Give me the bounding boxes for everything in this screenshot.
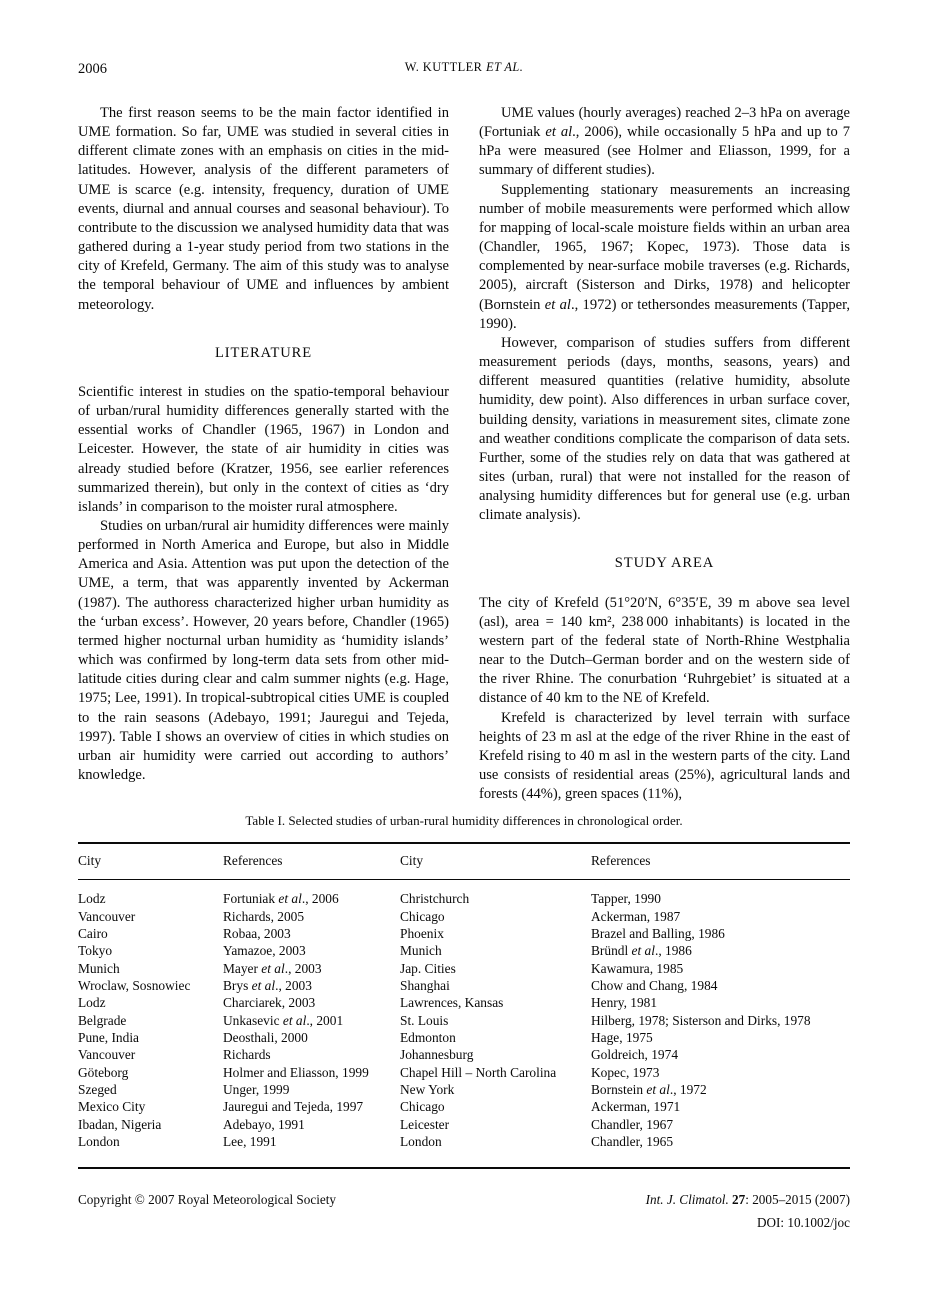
table-cell: Chicago [400,1099,445,1115]
table-cell: Kopec, 1973 [591,1064,660,1080]
table-cell: Brys et al., 2003 [223,978,312,994]
page-footer [78,1192,850,1231]
table-cell: London [400,1134,442,1150]
paragraph: Krefeld is characterized by level terrain with surface heights of 23 m asl at the edge of the river Rhine in the east of Krefeld rising to 40 m asl in the western parts of the city. Land use consists of residential areas (25%), agricultural lands and forests (44%), green spaces (11%), [479,709,850,803]
table-cell: Deosthali, 2000 [223,1030,308,1046]
table-body [78,880,850,1167]
right-column [479,104,850,804]
table-cell: Munich [78,960,120,976]
table-cell: Ibadan, Nigeria [78,1116,162,1132]
journal-reference: Int. J. Climatol. 27: 2005–2015 (2007) [645,1192,850,1208]
table-cell: Lee, 1991 [223,1134,277,1150]
table-cell: Robaa, 2003 [223,926,291,941]
table-cell: Chapel Hill – North Carolina [400,1064,557,1080]
table-cell: Lodz [78,995,106,1011]
table-cell: Edmonton [400,1030,456,1046]
table-cell: Christchurch [400,891,470,907]
table-cell: Jap. Cities [400,960,456,976]
table-cell: Göteborg [78,1064,129,1080]
table-cell: Wroclaw, Sosnowiec [78,978,191,994]
table-cell: Yamazoe, 2003 [223,943,306,959]
table-cell: Johannesburg [400,1047,474,1063]
table-cell: Bründl et al., 1986 [591,943,692,959]
table-bottom-rule [78,1167,850,1169]
table-cell: Hilberg, 1978; Sisterson and Dirks, 1978 [591,1012,811,1028]
copyright-notice: Copyright © 2007 Royal Meteorological Society [78,1192,336,1208]
page-header [78,60,850,79]
section-heading: LITERATURE [214,344,313,361]
paragraph: Supplementing stationary measurements an increasing number of mobile measurements were performed which allow for mapping of local-scale moisture fields within an urban area (Chandler, 1965, 1967; Kopec, 1973). Those data is complemented by near-surface mobile traverses (e.g. Richards, 2005), aircraft (Sisterson and Dirks, 1978) and helicopter (Bornstein et al., 1972) or tethersondes measurements (Tapper, 1990). [479,181,850,332]
table-cell: Mexico City [78,1099,146,1115]
table-cell: Tokyo [78,943,113,959]
table-cell: Unger, 1999 [223,1082,290,1098]
table-cell: Kawamura, 1985 [591,960,684,976]
table-cell: Cairo [78,926,108,941]
paragraph: However, comparison of studies suffers from different measurement periods (days, months, seasons, years) and different measured quantities (relative humidity, absolute humidity, dew point). Also differences in urban surface cover, building density, variations in measurement sites, climate zone and weather conditions complicate the comparison of data sets. Further, some of the studies rely on data that was gathered at sites (urban, rural) that were not installed for the reason of analysing humidity differences but for general use (e.g. urban climate analysis). [479,334,850,524]
left-column [78,104,449,804]
table-cell: Holmer and Eliasson, 1999 [223,1064,369,1080]
journal-page [78,0,850,1231]
table-cell: Vancouver [78,908,136,924]
table-cell: Leicester [400,1116,450,1132]
table-cell: New York [400,1082,455,1098]
table-cell: Henry, 1981 [591,995,658,1011]
table-header-cell: References [591,853,651,869]
table-cell: Ackerman, 1971 [591,1099,681,1115]
table-cell: Goldreich, 1974 [591,1047,679,1063]
table-cell: Lawrences, Kansas [400,995,504,1011]
table-cell: Richards [223,1047,271,1063]
table-cell: Tapper, 1990 [591,891,661,907]
table-cell: Mayer et al., 2003 [223,960,322,976]
paragraph: The first reason seems to be the main factor identified in UME formation. So far, UME was studied in several cities in different climate zones with an emphasis on cities in the mid-latitudes. However, analysis of the different parameters of UME is scarce (e.g. intensity, frequency, duration of UME events, diurnal and annual courses and seasonal behaviour). To contribute to the discussion we analysed humidity data that was gathered during a 1-year study period from two stations in the city of Krefeld, Germany. The aim of this study was to analyse the temporal behaviour of UME and influences by ambient meteorology. [78,105,449,313]
table-cell: Chow and Chang, 1984 [591,978,718,994]
table-cell: St. Louis [400,1012,449,1028]
table-cell: Charciarek, 2003 [223,995,316,1011]
table-cell: Munich [400,943,442,959]
table-cell: Jauregui and Tejeda, 1997 [223,1099,364,1115]
table-cell: Lodz [78,891,106,907]
table-cell: Shanghai [400,978,450,994]
journal-reference-block [646,1192,850,1231]
table-cell: Fortuniak et al., 2006 [223,891,339,907]
table-cell: Szeged [78,1082,117,1098]
table-cell: Brazel and Balling, 1986 [591,926,725,941]
table-cell: Richards, 2005 [223,908,305,924]
table-cell: Chicago [400,908,445,924]
doi-line: DOI: 10.1002/joc [756,1215,850,1231]
table-cell: Chandler, 1965 [591,1134,674,1150]
table-header-cell: City [400,853,424,869]
table-cell: Hage, 1975 [591,1030,653,1046]
table-header-cell: City [78,853,102,869]
two-column-body [78,104,850,804]
table-caption: Table I. Selected studies of urban-rural humidity differences in chronological order. [245,813,683,829]
table-cell: Phoenix [400,926,444,941]
paragraph: Scientific interest in studies on the spatio-temporal behaviour of urban/rural humidity differences generally started with the essential works of Chandler (1965, 1967) in London and Leicester. However, the state of air humidity in cities was already studied before (Kratzer, 1956, see earlier references summarized therein), but only in the context of cities as ‘dry islands’ in comparison to the moister rural atmosphere. [78,383,449,515]
running-head: W. KUTTLER ET AL. [404,60,524,74]
paragraph: The city of Krefeld (51°20′N, 6°35′E, 39 m above sea level (asl), area = 140 km², 238 000 inhabitants) is located in the western part of the federal state of North-Rhine Westphalia near to the Dutch–German border and on the western side of the river Rhine. The conurbation ‘Ruhrgebiet’ is situated at a distance of 40 km to the NE of Krefeld. [479,594,850,707]
table-cell: Unkasevic et al., 2001 [223,1012,344,1028]
table-cell: Chandler, 1967 [591,1116,674,1132]
section-heading: STUDY AREA [614,555,715,572]
table-header-row [78,844,850,879]
paragraph: Studies on urban/rural air humidity differences were mainly performed in North America and Europe, but also in Middle America and Asia. Attention was put upon the detection of the UME, a term, that was apparently invented by Ackerman (1987). The authoress characterized higher urban humidity as the ‘urban excess’. However, 20 years before, Chandler (1965) termed higher nocturnal urban humidity as ‘humidity islands’ which was confirmed by long-term data sets from other mid-latitude cities during clear and calm summer nights (e.g. Hage, 1975; Lee, 1991). In tropical-subtropical cities UME is coupled to the rain seasons (Adebayo, 1991; Jauregui and Tejeda, 1997). Table I shows an overview of cities in which studies on urban air humidity were carried out according to authors’ knowledge. [78,517,449,783]
page-number: 2006 [78,61,107,77]
table-cell: Pune, India [78,1030,139,1046]
table-cell: Adebayo, 1991 [223,1116,305,1132]
table-cell: Bornstein et al., 1972 [591,1082,707,1098]
paragraph: UME values (hourly averages) reached 2–3 hPa on average (Fortuniak et al., 2006), while occasionally 5 hPa and up to 7 hPa were measured (see Holmer and Eliasson, 1999, for a summary of different studies). [479,105,850,179]
table-cell: Belgrade [78,1012,127,1028]
table-cell: Vancouver [78,1047,136,1063]
table-header-cell: References [223,853,283,869]
table-section [78,813,850,1169]
table-cell: Ackerman, 1987 [591,908,681,924]
table-cell: London [78,1134,120,1150]
